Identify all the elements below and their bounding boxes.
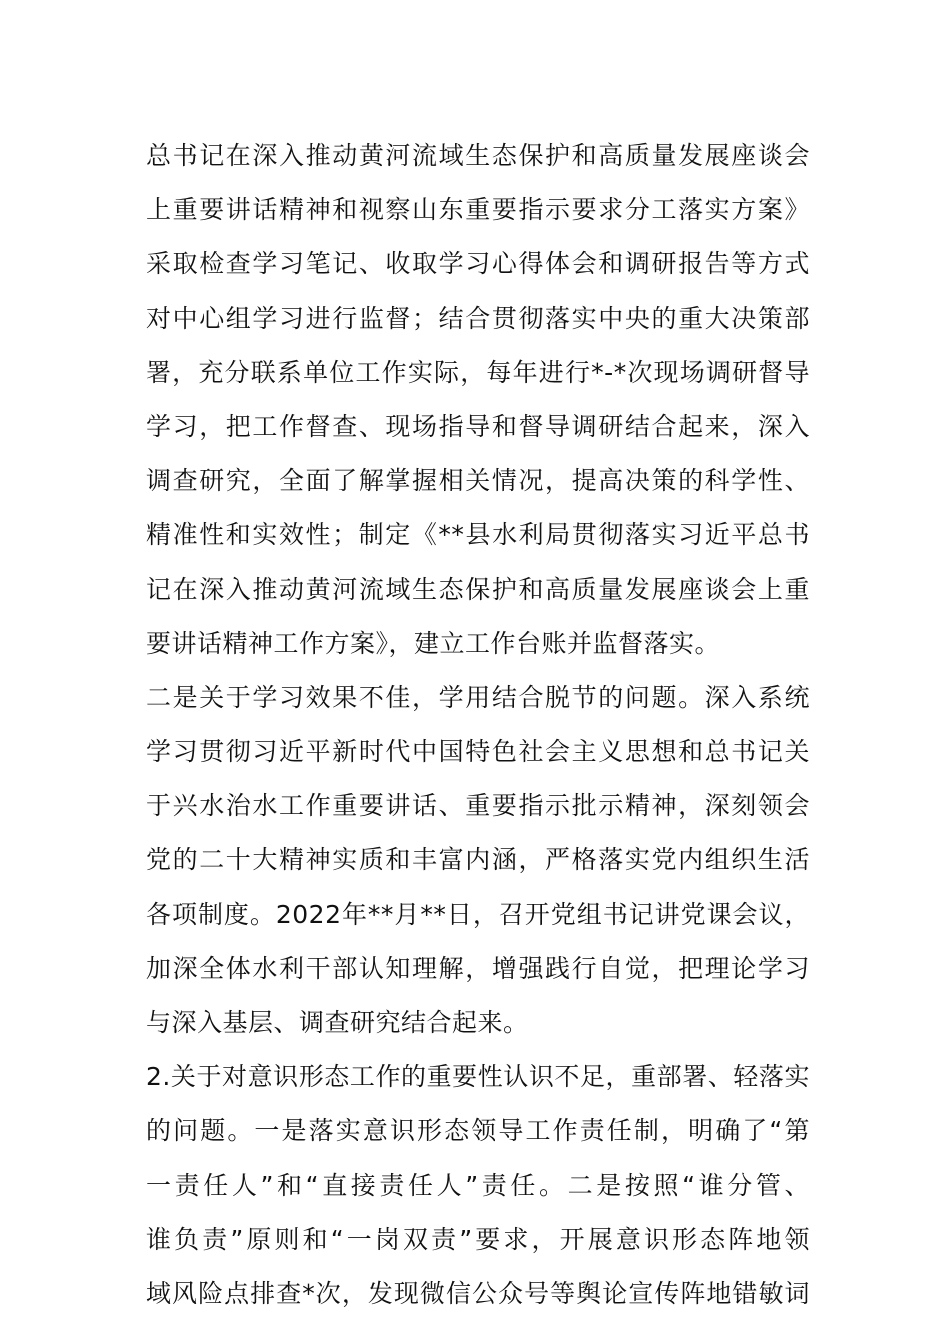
text-line: 记在深入推动黄河流域生态保护和高质量发展座谈会上重	[146, 574, 810, 604]
text-line: 学习，把工作督查、现场指导和督导调研结合起来，深入	[146, 411, 810, 441]
text-line: 总书记在深入推动黄河流域生态保护和高质量发展座谈会	[146, 141, 810, 170]
text-line: 上重要讲话精神和视察山东重要指示要求分工落实方案》	[146, 195, 810, 225]
text-line: 的问题。一是落实意识形态领导工作责任制，明确了“第	[146, 1116, 810, 1146]
text-line: 于兴水治水工作重要讲话、重要指示批示精神，深刻领会	[146, 791, 810, 821]
text-line: 加深全体水利干部认知理解，增强践行自觉，把理论学习	[146, 953, 810, 983]
text-line: 采取检查学习笔记、收取学习心得体会和调研报告等方式	[146, 249, 810, 279]
text-line: 署，充分联系单位工作实际，每年进行*-*次现场调研督导	[146, 357, 810, 387]
text-line: 调查研究，全面了解掌握相关情况，提高决策的科学性、	[146, 466, 810, 496]
text-line: 党的二十大精神实质和丰富内涵，严格落实党内组织生活	[146, 845, 810, 875]
text-line: 对中心组学习进行监督；结合贯彻落实中央的重大决策部	[146, 303, 810, 333]
text-line: 要讲话精神工作方案》，建立工作台账并监督落实。	[146, 628, 721, 658]
document-body	[146, 129, 810, 1321]
text-line: 谁负责”原则和“一岗双责”要求，开展意识形态阵地领	[146, 1224, 810, 1254]
text-line: 各项制度。2022年**月**日，召开党组书记讲党课会议，	[146, 899, 810, 929]
text-line: 一责任人”和“直接责任人”责任。二是按照“谁分管、	[146, 1170, 810, 1200]
text-line: 学习贯彻习近平新时代中国特色社会主义思想和总书记关	[146, 737, 810, 767]
text-line: 与深入基层、调查研究结合起来。	[146, 1008, 529, 1037]
text-line: 精准性和实效性；制定《**县水利局贯彻落实习近平总书	[146, 520, 810, 550]
text-line: 2.关于对意识形态工作的重要性认识不足，重部署、轻落实	[146, 1062, 810, 1092]
text-line: 域风险点排查*次，发现微信公众号等舆论宣传阵地错敏词	[146, 1278, 810, 1308]
text-line: 二是关于学习效果不佳，学用结合脱节的问题。深入系统	[146, 682, 810, 712]
